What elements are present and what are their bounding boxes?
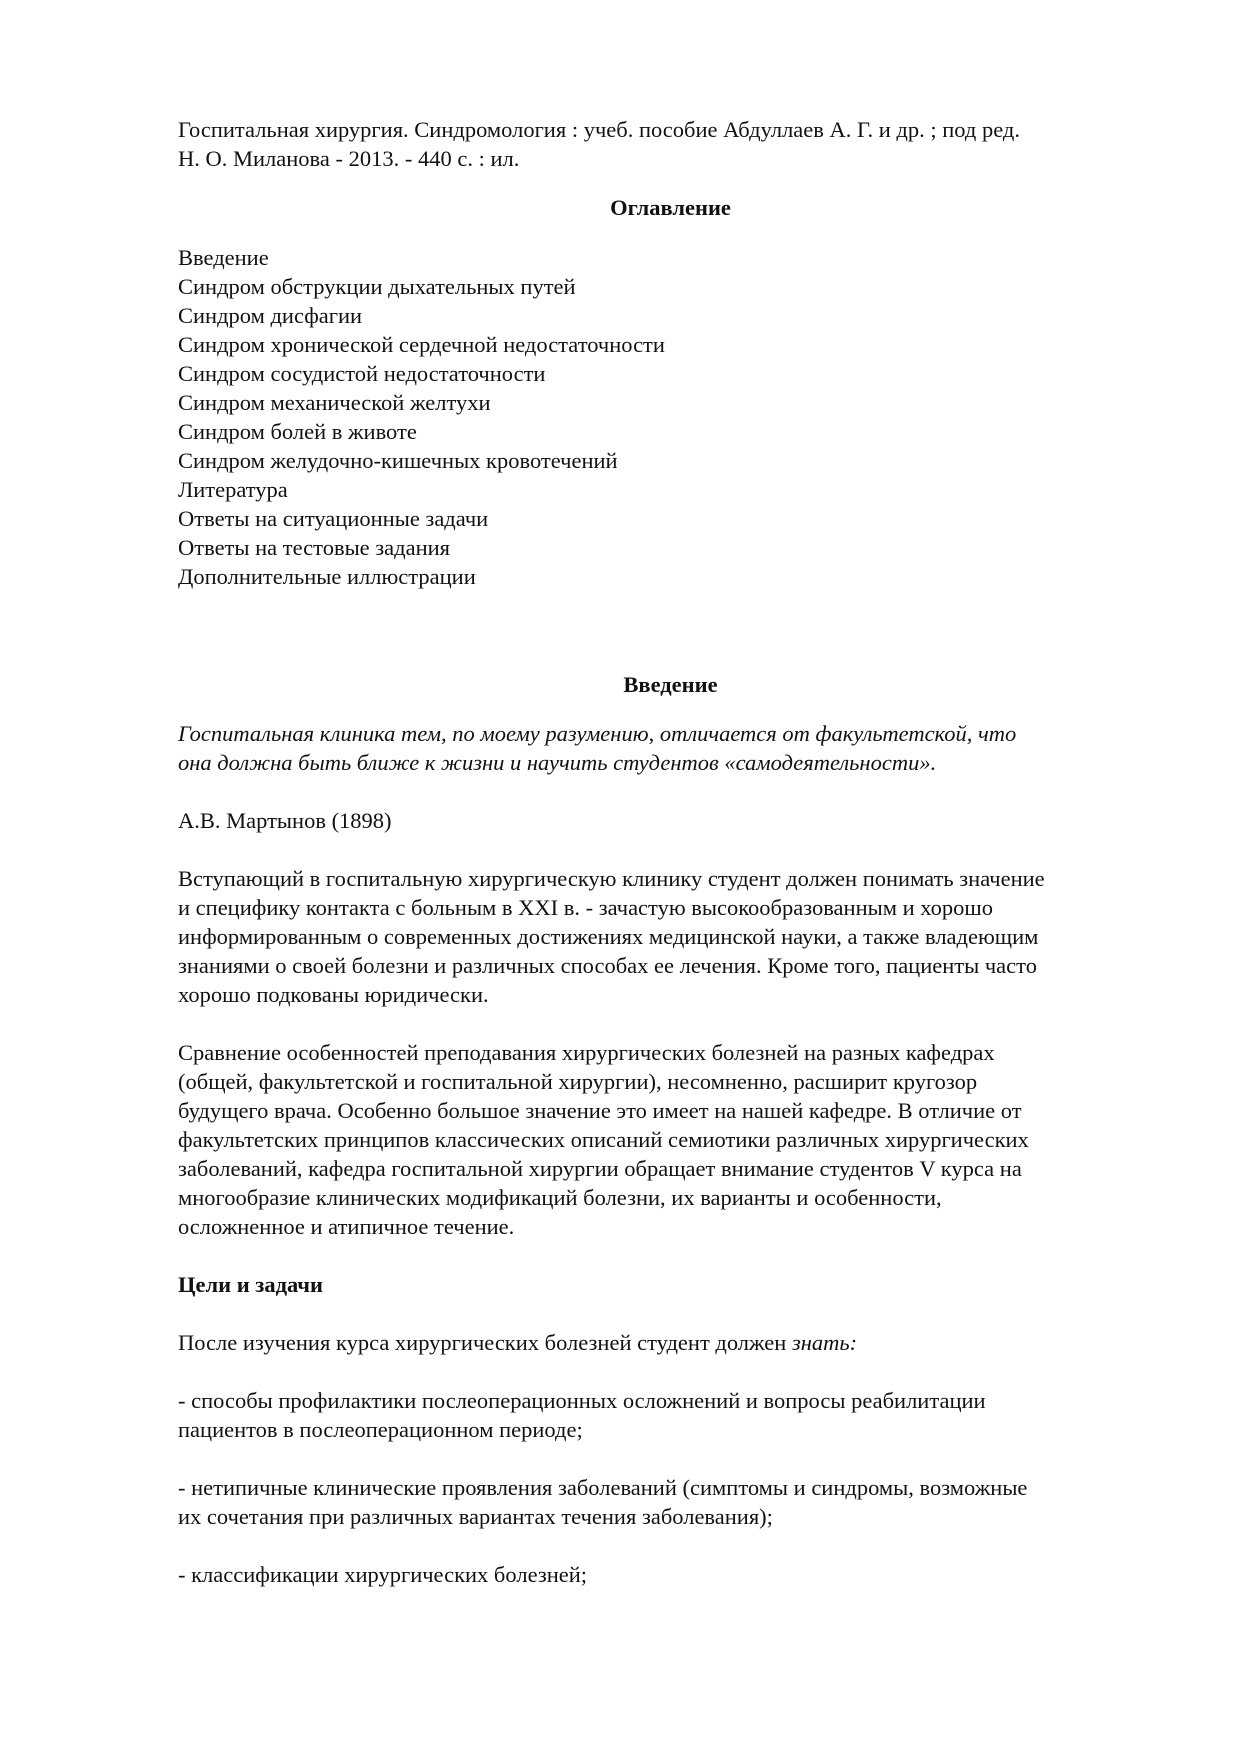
paragraph-line: знаниями о своей болезни и различных способах ее лечения. Кроме того, пациенты часто bbox=[178, 953, 1037, 978]
toc-item: Синдром болей в животе bbox=[178, 419, 417, 444]
paragraph-line: хорошо подкованы юридически. bbox=[178, 982, 489, 1007]
goals-lead-emphasis: знать: bbox=[791, 1330, 858, 1355]
goal-line: пациентов в послеоперационном периоде; bbox=[178, 1417, 583, 1442]
toc-item: Синдром обструкции дыхательных путей bbox=[178, 274, 576, 299]
paragraph-line: Сравнение особенностей преподавания хирургических болезней на разных кафедрах bbox=[178, 1040, 995, 1065]
goal-line: - нетипичные клинические проявления заболеваний (симптомы и синдромы, возможные bbox=[178, 1475, 1028, 1500]
toc-item: Ответы на ситуационные задачи bbox=[178, 506, 489, 531]
goal-line: их сочетания при различных вариантах течения заболевания); bbox=[178, 1504, 773, 1529]
goal-item-3: - классификации хирургических болезней; bbox=[178, 1562, 588, 1587]
paragraph-line: информированным о современных достижениях медицинской науки, а также владеющим bbox=[178, 924, 1039, 949]
goal-item-2 bbox=[178, 1473, 1163, 1531]
goals-lead-text: После изучения курса хирургических болезней студент должен bbox=[178, 1330, 792, 1355]
goals-lead bbox=[178, 1328, 1163, 1357]
goals-heading: Цели и задачи bbox=[178, 1272, 323, 1297]
citation bbox=[178, 115, 1163, 173]
goal-line: - способы профилактики послеоперационных осложнений и вопросы реабилитации bbox=[178, 1388, 986, 1413]
epigraph-line: Госпитальная клиника тем, по моему разумению, отличается от факультетской, что bbox=[178, 721, 1017, 746]
toc-item: Ответы на тестовые задания bbox=[178, 535, 451, 560]
paragraph-line: многообразие клинических модификаций болезни, их варианты и особенности, bbox=[178, 1185, 942, 1210]
toc-item: Введение bbox=[178, 245, 269, 270]
toc-item: Синдром механической желтухи bbox=[178, 390, 491, 415]
toc-item: Синдром дисфагии bbox=[178, 303, 363, 328]
toc-list bbox=[178, 243, 1163, 591]
toc-item: Литература bbox=[178, 477, 288, 502]
page-content bbox=[178, 115, 1163, 1589]
paragraph-line: заболеваний, кафедра госпитальной хирургии обращает внимание студентов V курса на bbox=[178, 1156, 1022, 1181]
intro-heading: Введение bbox=[623, 672, 718, 697]
citation-line: Госпитальная хирургия. Синдромология : учеб. пособие Абдуллаев А. Г. и др. ; под ред. bbox=[178, 117, 1020, 142]
intro-paragraph-1 bbox=[178, 864, 1163, 1009]
toc-item: Дополнительные иллюстрации bbox=[178, 564, 476, 589]
paragraph-line: (общей, факультетской и госпитальной хирургии), несомненно, расширит кругозор bbox=[178, 1069, 978, 1094]
citation-line: Н. О. Миланова - 2013. - 440 с. : ил. bbox=[178, 146, 520, 171]
epigraph bbox=[178, 719, 1163, 777]
toc-item: Синдром хронической сердечной недостаточности bbox=[178, 332, 665, 357]
paragraph-line: Вступающий в госпитальную хирургическую клинику студент должен понимать значение bbox=[178, 866, 1045, 891]
goal-item-1 bbox=[178, 1386, 1163, 1444]
paragraph-line: будущего врача. Особенно большое значение это имеет на нашей кафедре. В отличие от bbox=[178, 1098, 1022, 1123]
paragraph-line: и специфику контакта с больным в XXI в. - зачастую высокообразованным и хорошо bbox=[178, 895, 993, 920]
paragraph-line: факультетских принципов классических описаний семиотики различных хирургических bbox=[178, 1127, 1029, 1152]
toc-item: Синдром сосудистой недостаточности bbox=[178, 361, 546, 386]
intro-paragraph-2 bbox=[178, 1038, 1163, 1241]
epigraph-line: она должна быть ближе к жизни и научить студентов «самодеятельности». bbox=[178, 750, 937, 775]
epigraph-author: А.В. Мартынов (1898) bbox=[178, 808, 392, 833]
paragraph-line: осложненное и атипичное течение. bbox=[178, 1214, 515, 1239]
toc-item: Синдром желудочно-кишечных кровотечений bbox=[178, 448, 618, 473]
toc-heading: Оглавление bbox=[610, 195, 731, 220]
